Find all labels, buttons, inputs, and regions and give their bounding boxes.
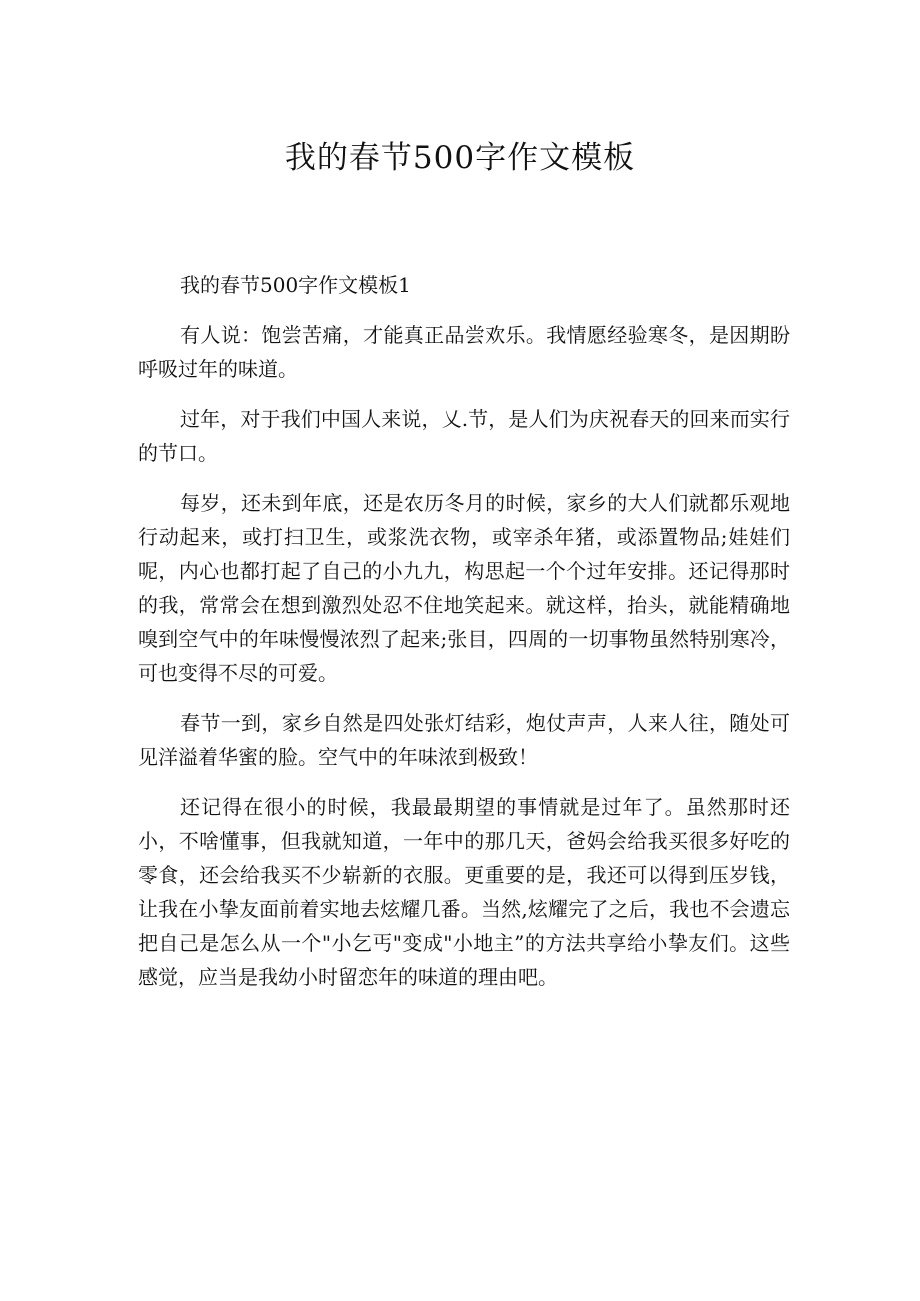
essay-subtitle: 我的春节500字作文模板1 <box>180 273 411 297</box>
paragraph-3: 每岁，还未到年底，还是农历冬月的时候，家乡的大人们就都乐观地行动起来，或打扫卫生，或浆洗衣物，或宰杀年猪，或添置物品;娃娃们呢，内心也都打起了自己的小九九，构思起一个个过年安排。还记得那时的我，常常会在想到激烈处忍不住地笑起来。就这样，抬头，就能精确地嗅到空气中的年味慢慢浓烈了起来;张目，四周的一切事物虽然特别寒冷，可也变得不尽的可爱。 <box>138 491 790 685</box>
document-title: 我的春节500字作文模板 <box>284 140 636 176</box>
paragraph-1: 有人说：饱尝苦痛，才能真正品尝欢乐。我情愿经验寒冬，是因期盼呼吸过年的味道。 <box>138 323 790 381</box>
document-body <box>138 268 790 1010</box>
paragraph-4: 春节一到，家乡自然是四处张灯结彩，炮仗声声，人来人往，随处可见洋溢着华蜜的脸。空气中的年味浓到极致！ <box>138 711 790 769</box>
paragraph-5: 还记得在很小的时候，我最最期望的事情就是过年了。虽然那时还小，不啥懂事，但我就知道，一年中的那几天，爸妈会给我买很多好吃的零食，还会给我买不少崭新的衣服。更重要的是，我还可以得到压岁钱，让我在小挚友面前着实地去炫耀几番。当然,炫耀完了之后，我也不会遗忘把自己是怎么从一个"小乞丐"变成"小地主”的方法共享给小挚友们。这些感觉，应当是我幼小时留恋年的味道的理由吧。 <box>138 795 790 989</box>
paragraph-2: 过年，对于我们中国人来说，乂.节，是人们为庆祝春天的回来而实行的节口。 <box>138 407 790 465</box>
